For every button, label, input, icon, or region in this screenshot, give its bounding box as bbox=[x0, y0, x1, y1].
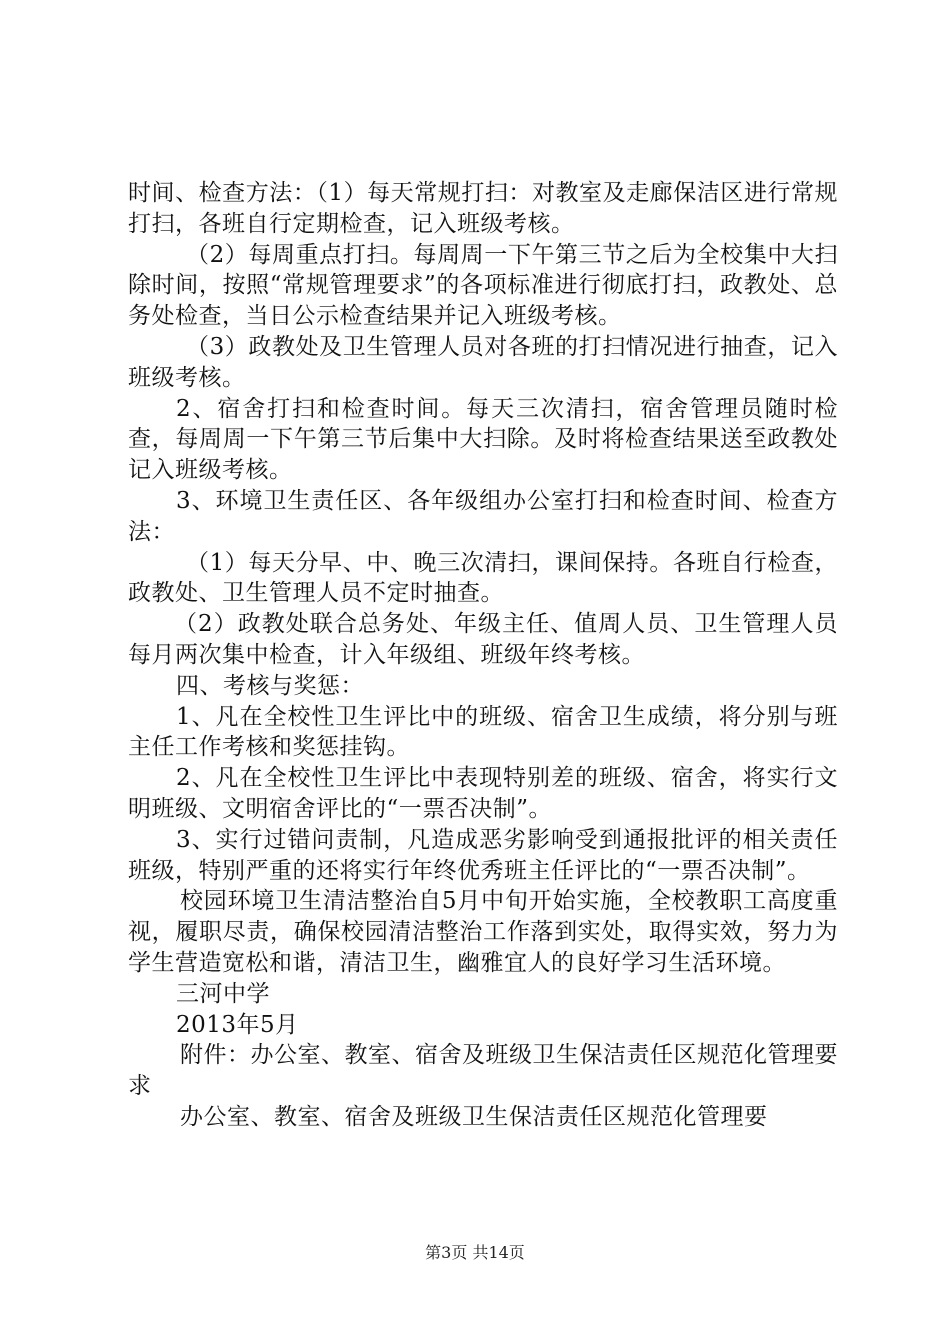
paragraph-assessment-3: 3、实行过错问责制，凡造成恶劣影响受到通报批评的相关责任班级，特别严重的还将实行年终优秀班主任评比的“一票否决制”。 bbox=[128, 826, 838, 884]
paragraph-assessment-1: 1、凡在全校性卫生评比中的班级、宿舍卫生成绩，将分别与班主任工作考核和奖惩挂钩。 bbox=[128, 703, 838, 761]
paragraph-spot-checks: （3）政教处及卫生管理人员对各班的打扫情况进行抽查，记入班级考核。 bbox=[128, 333, 838, 391]
paragraph-monthly-inspection: （2）政教处联合总务处、年级主任、值周人员、卫生管理人员每月两次集中检查，计入年级组、班级年终考核。 bbox=[128, 611, 838, 668]
paragraph-conclusion: 校园环境卫生清洁整治自5月中旬开始实施，全校教职工高度重视，履职尽责，确保校园清洁整治工作落到实处，取得实效，努力为学生营造宽松和谐，清洁卫生，幽雅宜人的良好学习生活环境。 bbox=[128, 888, 838, 976]
paragraph-attachment-title: 办公室、教室、宿舍及班级卫生保洁责任区规范化管理要 bbox=[180, 1103, 768, 1130]
section-heading-assessment: 四、考核与奖惩： bbox=[176, 672, 364, 699]
paragraph-inspection-methods: 时间、检查方法：（1）每天常规打扫：对教室及走廊保洁区进行常规打扫，各班自行定期检查，记入班级考核。 bbox=[128, 180, 838, 237]
signature-school: 三河中学 bbox=[176, 980, 270, 1007]
paragraph-environment-zones: 3、环境卫生责任区、各年级组办公室打扫和检查时间、检查方法： bbox=[128, 487, 838, 545]
paragraph-dormitory-cleaning: 2、宿舍打扫和检查时间。每天三次清扫，宿舍管理员随时检查，每周周一下午第三节后集中大扫除。及时将检查结果送至政教处记入班级考核。 bbox=[128, 395, 838, 484]
paragraph-assessment-2: 2、凡在全校性卫生评比中表现特别差的班级、宿舍，将实行文明班级、文明宿舍评比的“一票否决制”。 bbox=[128, 765, 838, 822]
page-number-footer: 第3页 共14页 bbox=[425, 1243, 525, 1262]
paragraph-weekly-cleaning: （2）每周重点打扫。每周周一下午第三节之后为全校集中大扫除时间，按照“常规管理要求”的各项标准进行彻底打扫，政教处、总务处检查，当日公示检查结果并记入班级考核。 bbox=[128, 241, 838, 330]
signature-date: 2013年5月 bbox=[176, 1011, 299, 1038]
paragraph-attachment: 附件：办公室、教室、宿舍及班级卫生保洁责任区规范化管理要求 bbox=[128, 1042, 838, 1100]
paragraph-daily-cleaning: （1）每天分早、中、晚三次清扫，课间保持。各班自行检查，政教处、卫生管理人员不定时抽查。 bbox=[128, 549, 838, 607]
document-body bbox=[128, 178, 838, 1133]
